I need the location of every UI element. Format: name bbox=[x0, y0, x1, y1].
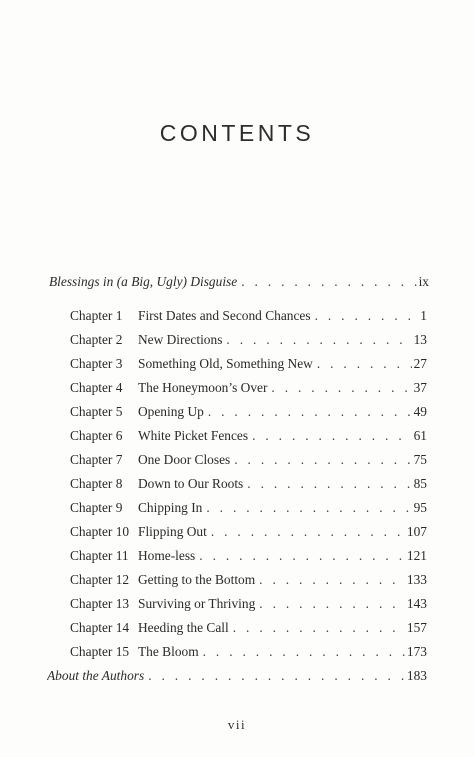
chapter-title: New Directions bbox=[138, 332, 223, 347]
chapter-title: Home-less bbox=[138, 548, 196, 563]
toc-chapter-9 bbox=[70, 500, 427, 520]
chapter-label: Chapter 8 bbox=[70, 476, 123, 491]
toc-chapter-11 bbox=[70, 548, 427, 568]
chapter-label: Chapter 10 bbox=[70, 524, 130, 539]
page-number: vii bbox=[227, 717, 247, 732]
chapter-page: 75 bbox=[413, 452, 427, 467]
dot-leader bbox=[259, 572, 405, 588]
dot-leader bbox=[211, 524, 405, 540]
chapter-label: Chapter 14 bbox=[70, 620, 130, 635]
chapter-page: 173 bbox=[406, 644, 427, 659]
dot-leader bbox=[271, 380, 411, 396]
chapter-label: Chapter 15 bbox=[70, 644, 130, 659]
chapter-label: Chapter 5 bbox=[70, 404, 123, 419]
chapter-label: Chapter 11 bbox=[70, 548, 129, 563]
chapter-title: The Honeymoon’s Over bbox=[138, 380, 268, 395]
chapter-label: Chapter 13 bbox=[70, 596, 130, 611]
dot-leader bbox=[259, 596, 405, 612]
toc-chapter-12 bbox=[70, 572, 427, 592]
chapter-title: Flipping Out bbox=[138, 524, 207, 539]
toc-entry-title: About the Authors bbox=[47, 668, 145, 683]
chapter-title: Chipping In bbox=[138, 500, 203, 515]
chapter-label: Chapter 6 bbox=[70, 428, 123, 443]
chapter-label: Chapter 1 bbox=[70, 308, 123, 323]
chapter-page: 37 bbox=[413, 380, 427, 395]
dot-leader bbox=[252, 428, 412, 444]
chapter-title: Heeding the Call bbox=[138, 620, 229, 635]
toc-entry-front bbox=[49, 274, 429, 294]
chapter-title: White Picket Fences bbox=[138, 428, 249, 443]
dot-leader bbox=[206, 500, 411, 516]
chapter-label: Chapter 9 bbox=[70, 500, 123, 515]
toc-chapter-2 bbox=[70, 332, 427, 352]
toc-entry-title: Blessings in (a Big, Ugly) Disguise bbox=[49, 274, 238, 289]
chapter-page: 85 bbox=[413, 476, 427, 491]
dot-leader bbox=[208, 404, 412, 420]
chapter-title: The Bloom bbox=[138, 644, 199, 659]
dot-leader bbox=[241, 274, 416, 290]
chapter-title: Opening Up bbox=[138, 404, 204, 419]
toc-chapter-15 bbox=[70, 644, 427, 664]
toc-chapter-5 bbox=[70, 404, 427, 424]
toc-chapter-3 bbox=[70, 356, 427, 376]
toc-entry-page: ix bbox=[418, 274, 429, 289]
chapter-page: 143 bbox=[406, 596, 427, 611]
chapter-title: Something Old, Something New bbox=[138, 356, 313, 371]
toc-chapter-6 bbox=[70, 428, 427, 448]
dot-leader bbox=[317, 356, 412, 372]
dot-leader bbox=[199, 548, 405, 564]
toc-chapter-10 bbox=[70, 524, 427, 544]
toc-chapter-8 bbox=[70, 476, 427, 496]
chapter-label: Chapter 7 bbox=[70, 452, 123, 467]
chapter-title: Getting to the Bottom bbox=[138, 572, 256, 587]
toc-chapter-1 bbox=[70, 308, 427, 328]
dot-leader bbox=[315, 308, 419, 324]
chapter-label: Chapter 3 bbox=[70, 356, 123, 371]
chapter-page: 121 bbox=[406, 548, 427, 563]
chapter-page: 49 bbox=[413, 404, 427, 419]
dot-leader bbox=[226, 332, 411, 348]
chapter-page: 95 bbox=[413, 500, 427, 515]
toc-chapter-4 bbox=[70, 380, 427, 400]
toc-chapter-13 bbox=[70, 596, 427, 616]
chapter-title: One Door Closes bbox=[138, 452, 231, 467]
toc-entry-page: 183 bbox=[406, 668, 427, 683]
toc-chapter-14 bbox=[70, 620, 427, 640]
chapter-label: Chapter 2 bbox=[70, 332, 123, 347]
chapter-label: Chapter 4 bbox=[70, 380, 123, 395]
toc-entry-back bbox=[47, 668, 427, 688]
chapter-page: 1 bbox=[420, 308, 427, 323]
chapter-page: 61 bbox=[413, 428, 427, 443]
chapter-label: Chapter 12 bbox=[70, 572, 130, 587]
chapter-title: Surviving or Thriving bbox=[138, 596, 256, 611]
dot-leader bbox=[233, 620, 405, 636]
chapter-page: 133 bbox=[406, 572, 427, 587]
chapter-title: Down to Our Roots bbox=[138, 476, 244, 491]
chapter-page: 107 bbox=[406, 524, 427, 539]
chapter-page: 13 bbox=[413, 332, 427, 347]
dot-leader bbox=[247, 476, 411, 492]
dot-leader bbox=[203, 644, 405, 660]
dot-leader bbox=[234, 452, 411, 468]
dot-leader bbox=[148, 668, 405, 684]
page-title: CONTENTS bbox=[159, 120, 315, 146]
chapter-page: 157 bbox=[406, 620, 427, 635]
chapter-page: 27 bbox=[413, 356, 427, 371]
toc-chapter-7 bbox=[70, 452, 427, 472]
chapter-title: First Dates and Second Chances bbox=[138, 308, 311, 323]
